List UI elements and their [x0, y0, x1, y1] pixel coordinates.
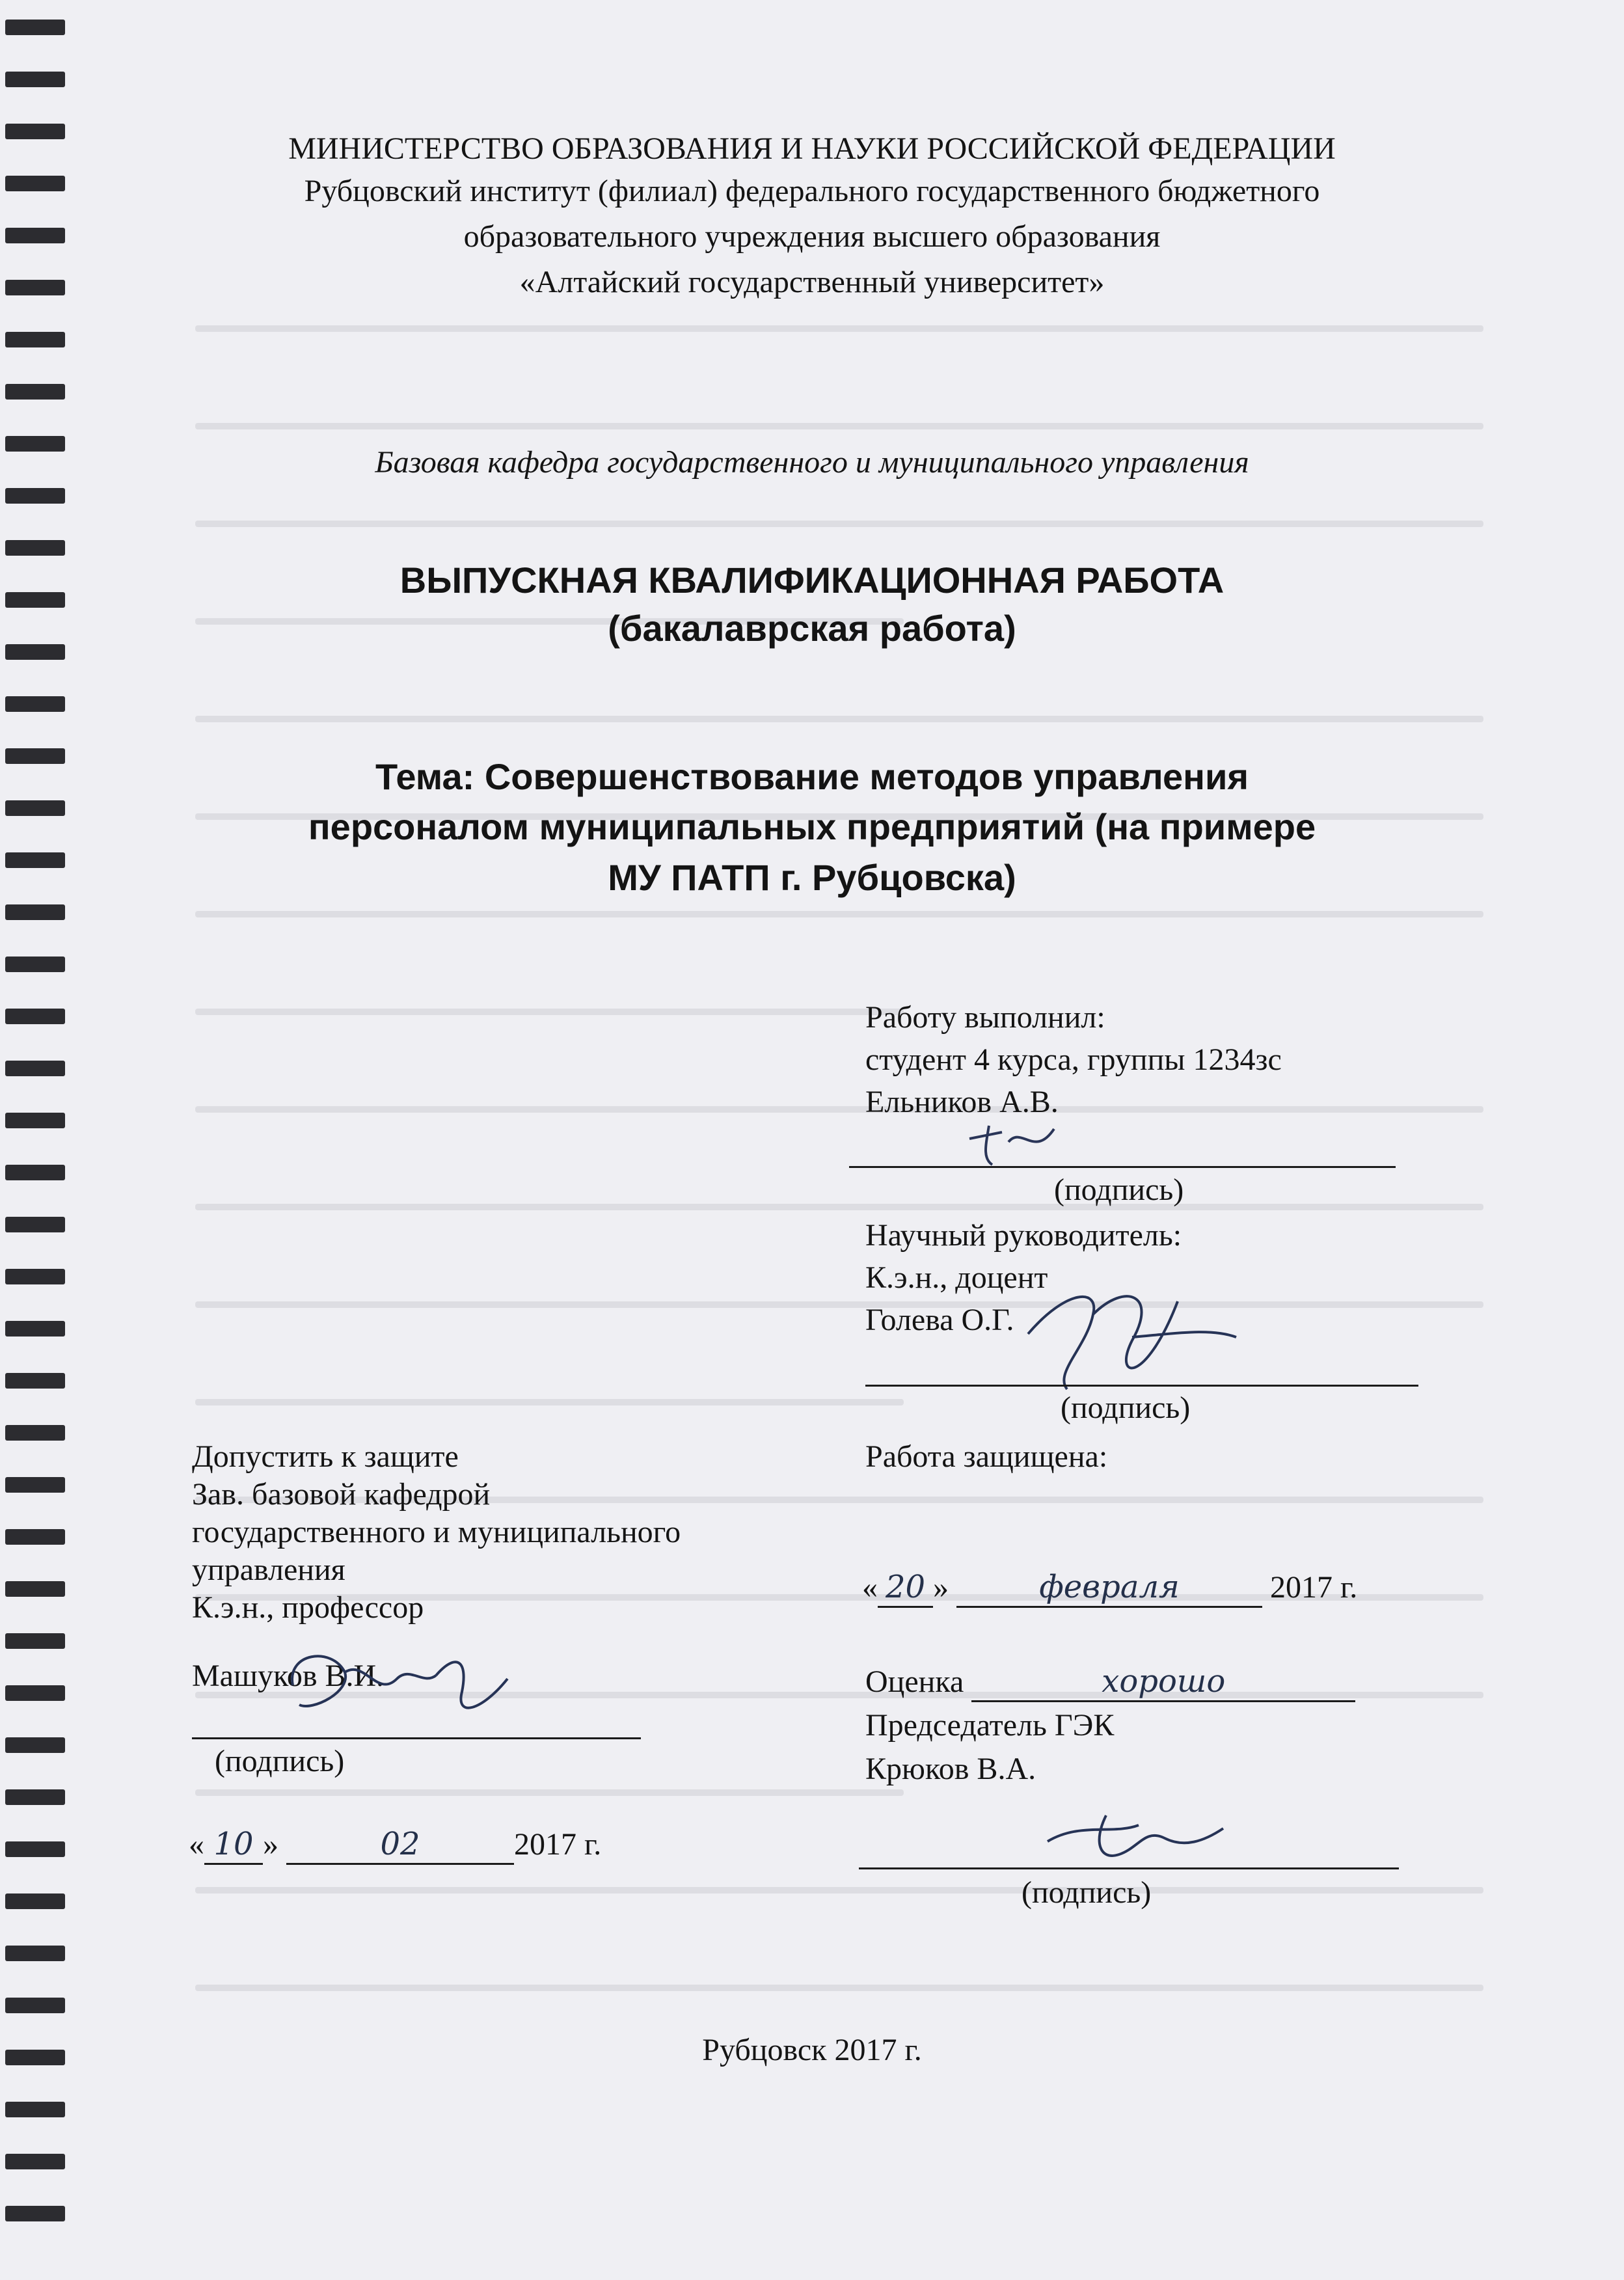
binding-hole: [5, 332, 65, 347]
bleed-through-line: [195, 1789, 904, 1796]
binding-hole: [5, 384, 65, 400]
binding-hole: [5, 1998, 65, 2013]
binding-hole: [5, 488, 65, 504]
spiral-binding: [0, 20, 72, 2280]
chair-signature-caption: (подпись): [1022, 1875, 1152, 1910]
admission-date: [189, 1825, 601, 1865]
topic-line-1: Тема: Совершенствование методов управления: [375, 756, 1249, 797]
institute-line-2: образовательного учреждения высшего образования: [463, 219, 1161, 254]
supervisor-signature-caption: (подпись): [1061, 1391, 1191, 1425]
binding-hole: [5, 1581, 65, 1597]
binding-hole: [5, 1165, 65, 1180]
bleed-through-line: [195, 1887, 1483, 1893]
author-signature-caption: (подпись): [1054, 1173, 1184, 1207]
chair-signature-line: [859, 1867, 1399, 1869]
chair-name: Крюков В.А.: [865, 1752, 1036, 1786]
head-signature-caption: (подпись): [215, 1744, 345, 1778]
binding-hole: [5, 72, 65, 87]
admission-degree: К.э.н., профессор: [192, 1590, 424, 1625]
grade-row: [865, 1663, 1355, 1702]
bleed-through-line: [195, 1204, 1483, 1210]
binding-hole: [5, 1009, 65, 1024]
supervisor-name: Голева О.Г.: [865, 1303, 1014, 1337]
binding-hole: [5, 1789, 65, 1805]
defense-date-day: 20: [878, 1568, 933, 1608]
defense-label: Работа защищена:: [865, 1439, 1108, 1474]
bleed-through-line: [195, 1399, 904, 1405]
bleed-through-line: [195, 1106, 1483, 1113]
author-name: Ельников А.В.: [865, 1085, 1059, 1119]
binding-hole: [5, 1217, 65, 1232]
admission-date-close-quote: »: [263, 1827, 278, 1862]
admission-date-open-quote: «: [189, 1827, 204, 1862]
binding-hole: [5, 1633, 65, 1649]
head-signature-line: [192, 1737, 641, 1739]
binding-hole: [5, 1893, 65, 1909]
binding-hole: [5, 1529, 65, 1545]
author-student-info: студент 4 курса, группы 1234зс: [865, 1042, 1282, 1077]
admission-line-3: государственного и муниципального: [192, 1515, 681, 1549]
city-year: Рубцовск 2017 г.: [702, 2033, 922, 2067]
department-name: Базовая кафедра государственного и муниципального управления: [375, 445, 1249, 480]
binding-hole: [5, 1425, 65, 1441]
binding-hole: [5, 1061, 65, 1076]
bleed-through-line: [195, 325, 1483, 332]
supervisor-label: Научный руководитель:: [865, 1218, 1182, 1253]
supervisor-degree: К.э.н., доцент: [865, 1260, 1048, 1295]
supervisor-signature-line: [865, 1385, 1418, 1387]
ministry-title: МИНИСТЕРСТВО ОБРАЗОВАНИЯ И НАУКИ РОССИЙСКОЙ ФЕДЕРАЦИИ: [288, 131, 1336, 166]
defense-date-year: 2017 г.: [1270, 1570, 1358, 1605]
bleed-through-line: [195, 716, 1483, 722]
admission-date-month: 02: [286, 1825, 514, 1865]
bleed-through-line: [195, 423, 1483, 429]
binding-hole: [5, 1373, 65, 1389]
university-name: «Алтайский государственный университет»: [519, 265, 1105, 299]
binding-hole: [5, 904, 65, 920]
binding-hole: [5, 2102, 65, 2117]
bleed-through-line: [195, 1985, 1483, 1991]
defense-date-month: февраля: [956, 1568, 1262, 1608]
binding-hole: [5, 540, 65, 556]
author-signature: [963, 1119, 1067, 1171]
topic-line-3: МУ ПАТП г. Рубцовска): [608, 857, 1016, 898]
admission-line-4: управления: [192, 1553, 345, 1587]
work-type-title: ВЫПУСКНАЯ КВАЛИФИКАЦИОННАЯ РАБОТА: [399, 560, 1225, 601]
chair-label: Председатель ГЭК: [865, 1708, 1115, 1743]
binding-hole: [5, 1685, 65, 1701]
admission-line-2: Зав. базовой кафедрой: [192, 1477, 491, 1512]
author-signature-line: [849, 1166, 1396, 1168]
binding-hole: [5, 2154, 65, 2169]
defense-date-close-quote: »: [933, 1570, 949, 1605]
bleed-through-line: [195, 1009, 904, 1015]
binding-hole: [5, 1477, 65, 1493]
binding-hole: [5, 1841, 65, 1857]
bleed-through-line: [195, 911, 1483, 917]
grade-label: Оценка: [865, 1664, 964, 1699]
head-signature: [273, 1640, 521, 1737]
institute-line-1: Рубцовский институт (филиал) федерального государственного бюджетного: [304, 174, 1320, 208]
binding-hole: [5, 1321, 65, 1337]
binding-hole: [5, 957, 65, 972]
binding-hole: [5, 20, 65, 35]
author-label: Работу выполнил:: [865, 1000, 1105, 1035]
binding-hole: [5, 696, 65, 712]
grade-value: хорошо: [971, 1663, 1355, 1702]
admission-line-1: Допустить к защите: [192, 1439, 459, 1474]
admission-date-year: 2017 г.: [514, 1827, 602, 1862]
binding-hole: [5, 1737, 65, 1753]
bleed-through-line: [195, 521, 1483, 527]
binding-hole: [5, 2206, 65, 2221]
binding-hole: [5, 1113, 65, 1128]
admission-date-day: 10: [204, 1825, 263, 1865]
defense-date-open-quote: «: [862, 1570, 878, 1605]
bleed-through-line: [195, 1301, 1483, 1308]
topic-line-2: персоналом муниципальных предприятий (на примере: [308, 806, 1316, 847]
defense-date: [862, 1568, 1357, 1608]
chair-signature: [1035, 1802, 1230, 1874]
admission-name: Машуков В.И.: [192, 1659, 385, 1693]
binding-hole: [5, 1946, 65, 1961]
binding-hole: [5, 1269, 65, 1284]
work-type-subtitle: (бакалаврская работа): [608, 608, 1016, 649]
